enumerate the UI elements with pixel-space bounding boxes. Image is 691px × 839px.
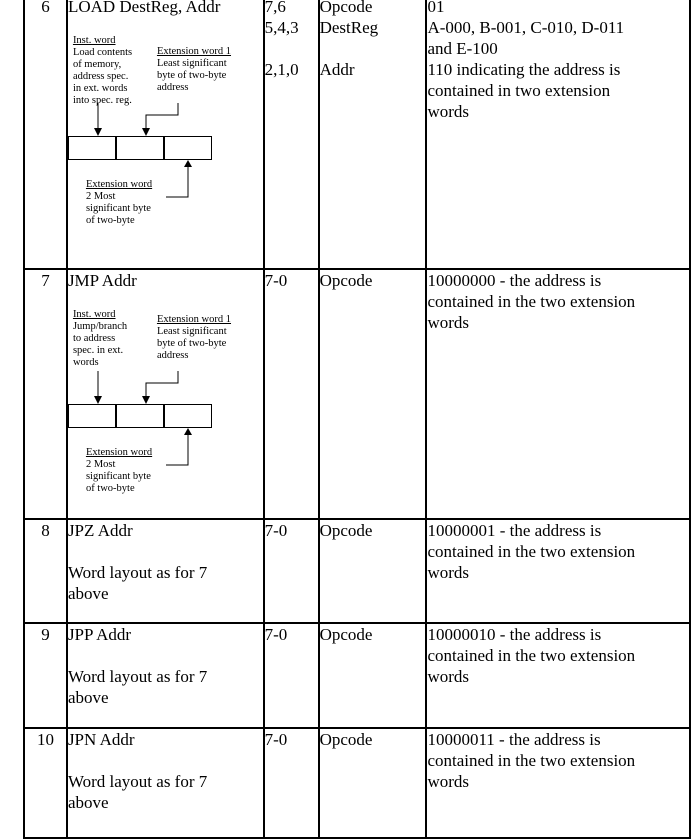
ext-word2-line: of two-byte: [85, 483, 135, 494]
description-line: words: [427, 667, 469, 686]
bits-value: 7-0: [264, 625, 288, 644]
description-line: 10000011 - the address is: [427, 730, 601, 749]
field-name: Opcode: [319, 625, 373, 644]
bits-value: 7-0: [264, 521, 288, 540]
field-name: Addr: [319, 60, 355, 79]
field-cell: [319, 269, 427, 519]
table-row: [24, 0, 690, 269]
ext-word1-line: Least significant: [156, 58, 227, 69]
description-line: A-000, B-001, C-010, D-011: [427, 18, 625, 37]
field-name: Opcode: [319, 0, 373, 16]
description-line: 01: [427, 0, 445, 16]
description-line: words: [427, 313, 469, 332]
inst-word-title: Inst. word: [72, 35, 116, 46]
layout-note: Word layout as for 7: [67, 772, 208, 791]
inst-word-line: address spec.: [72, 71, 129, 82]
ext-word2-line: of two-byte: [85, 215, 135, 226]
inst-word-line: Jump/branch: [72, 321, 128, 332]
bits-value: 7-0: [264, 730, 288, 749]
ext-word2-title: Extension word: [85, 179, 153, 190]
ext-word2-line: 2 Most: [85, 191, 116, 202]
inst-word-line: spec. in ext.: [72, 345, 124, 356]
ext-word2-label: [86, 179, 152, 227]
description-line: contained in two extension: [427, 81, 611, 100]
row-number: [24, 269, 67, 519]
inst-word-line: words: [72, 357, 99, 368]
mnemonic-cell: [67, 519, 264, 623]
layout-note: above: [67, 793, 109, 812]
description-line: words: [427, 563, 469, 582]
mnemonic-cell: [67, 269, 264, 519]
description-line: contained in the two extension: [427, 542, 636, 561]
bits-value: 7-0: [264, 271, 288, 290]
layout-note: above: [67, 584, 109, 603]
ext-word2-label: [86, 447, 152, 495]
bits-value: 7,6: [264, 0, 286, 16]
ext-word1-line: Least significant: [156, 326, 227, 337]
ext-word1-line: address: [156, 82, 189, 93]
row-number-text: 9: [41, 625, 50, 644]
row-number: [24, 728, 67, 838]
description-line: contained in the two extension: [427, 292, 636, 311]
row-number-text: 7: [41, 271, 50, 290]
table-row: [24, 623, 690, 728]
table-row: [24, 728, 690, 838]
description-cell: [426, 269, 690, 519]
ext-word2-title: Extension word: [85, 447, 153, 458]
layout-note: above: [67, 688, 109, 707]
mnemonic-cell: [67, 728, 264, 838]
mnemonic: LOAD DestReg, Addr: [67, 0, 221, 16]
description-cell: [426, 519, 690, 623]
bits-cell: [264, 623, 319, 728]
field-name: Opcode: [319, 271, 373, 290]
ext-word1-title: Extension word 1: [156, 46, 232, 57]
description-line: contained in the two extension: [427, 751, 636, 770]
ext-word2-line: significant byte: [85, 203, 151, 214]
description-line: words: [427, 102, 469, 121]
description-line: 110 indicating the address is: [427, 60, 621, 79]
mnemonic: JPN Addr: [67, 730, 135, 749]
bits-value: 2,1,0: [264, 60, 299, 79]
layout-note: Word layout as for 7: [67, 563, 208, 582]
field-cell: [319, 728, 427, 838]
field-cell: [319, 0, 427, 269]
field-cell: [319, 623, 427, 728]
field-name: Opcode: [319, 521, 373, 540]
row-number: [24, 519, 67, 623]
row-number: [24, 623, 67, 728]
bits-value: 5,4,3: [264, 18, 299, 37]
description-line: and E-100: [427, 39, 498, 58]
instruction-table: [23, 0, 691, 839]
word-layout-diagram: [68, 35, 263, 226]
bits-cell: [264, 519, 319, 623]
description-line: 10000001 - the address is: [427, 521, 602, 540]
inst-word-line: Load contents: [72, 47, 133, 58]
ext-word1-line: byte of two-byte: [156, 70, 227, 81]
bits-cell: [264, 269, 319, 519]
ext-word1-line: byte of two-byte: [156, 338, 227, 349]
inst-word-line: in ext. words: [72, 83, 128, 94]
inst-word-line: into spec. reg.: [72, 95, 132, 106]
bits-cell: [264, 728, 319, 838]
description-cell: [426, 728, 690, 838]
inst-word-line: of memory,: [72, 59, 122, 70]
table-row: [24, 519, 690, 623]
ext-word2-line: 2 Most: [85, 459, 116, 470]
mnemonic: JMP Addr: [67, 271, 137, 290]
field-name: DestReg: [319, 18, 379, 37]
row-number-text: 10: [36, 730, 54, 749]
inst-word-title: Inst. word: [72, 309, 116, 320]
mnemonic-cell: [67, 0, 264, 269]
description-line: contained in the two extension: [427, 646, 636, 665]
description-line: words: [427, 772, 469, 791]
ext-word1-line: address: [156, 350, 189, 361]
mnemonic: JPP Addr: [67, 625, 132, 644]
ext-word1-title: Extension word 1: [156, 314, 232, 325]
mnemonic: JPZ Addr: [67, 521, 133, 540]
description-cell: [426, 623, 690, 728]
table-row: [24, 269, 690, 519]
description-cell: [426, 0, 690, 269]
description-line: 10000000 - the address is: [427, 271, 602, 290]
row-number: [24, 0, 67, 269]
field-name: Opcode: [319, 730, 373, 749]
ext-word2-line: significant byte: [85, 471, 151, 482]
field-cell: [319, 519, 427, 623]
inst-word-line: to address: [72, 333, 116, 344]
row-number-text: 8: [41, 521, 50, 540]
bits-cell: [264, 0, 319, 269]
mnemonic-cell: [67, 623, 264, 728]
word-layout-diagram: [68, 309, 263, 494]
layout-note: Word layout as for 7: [67, 667, 208, 686]
row-number-text: 6: [41, 0, 50, 16]
description-line: 10000010 - the address is: [427, 625, 602, 644]
